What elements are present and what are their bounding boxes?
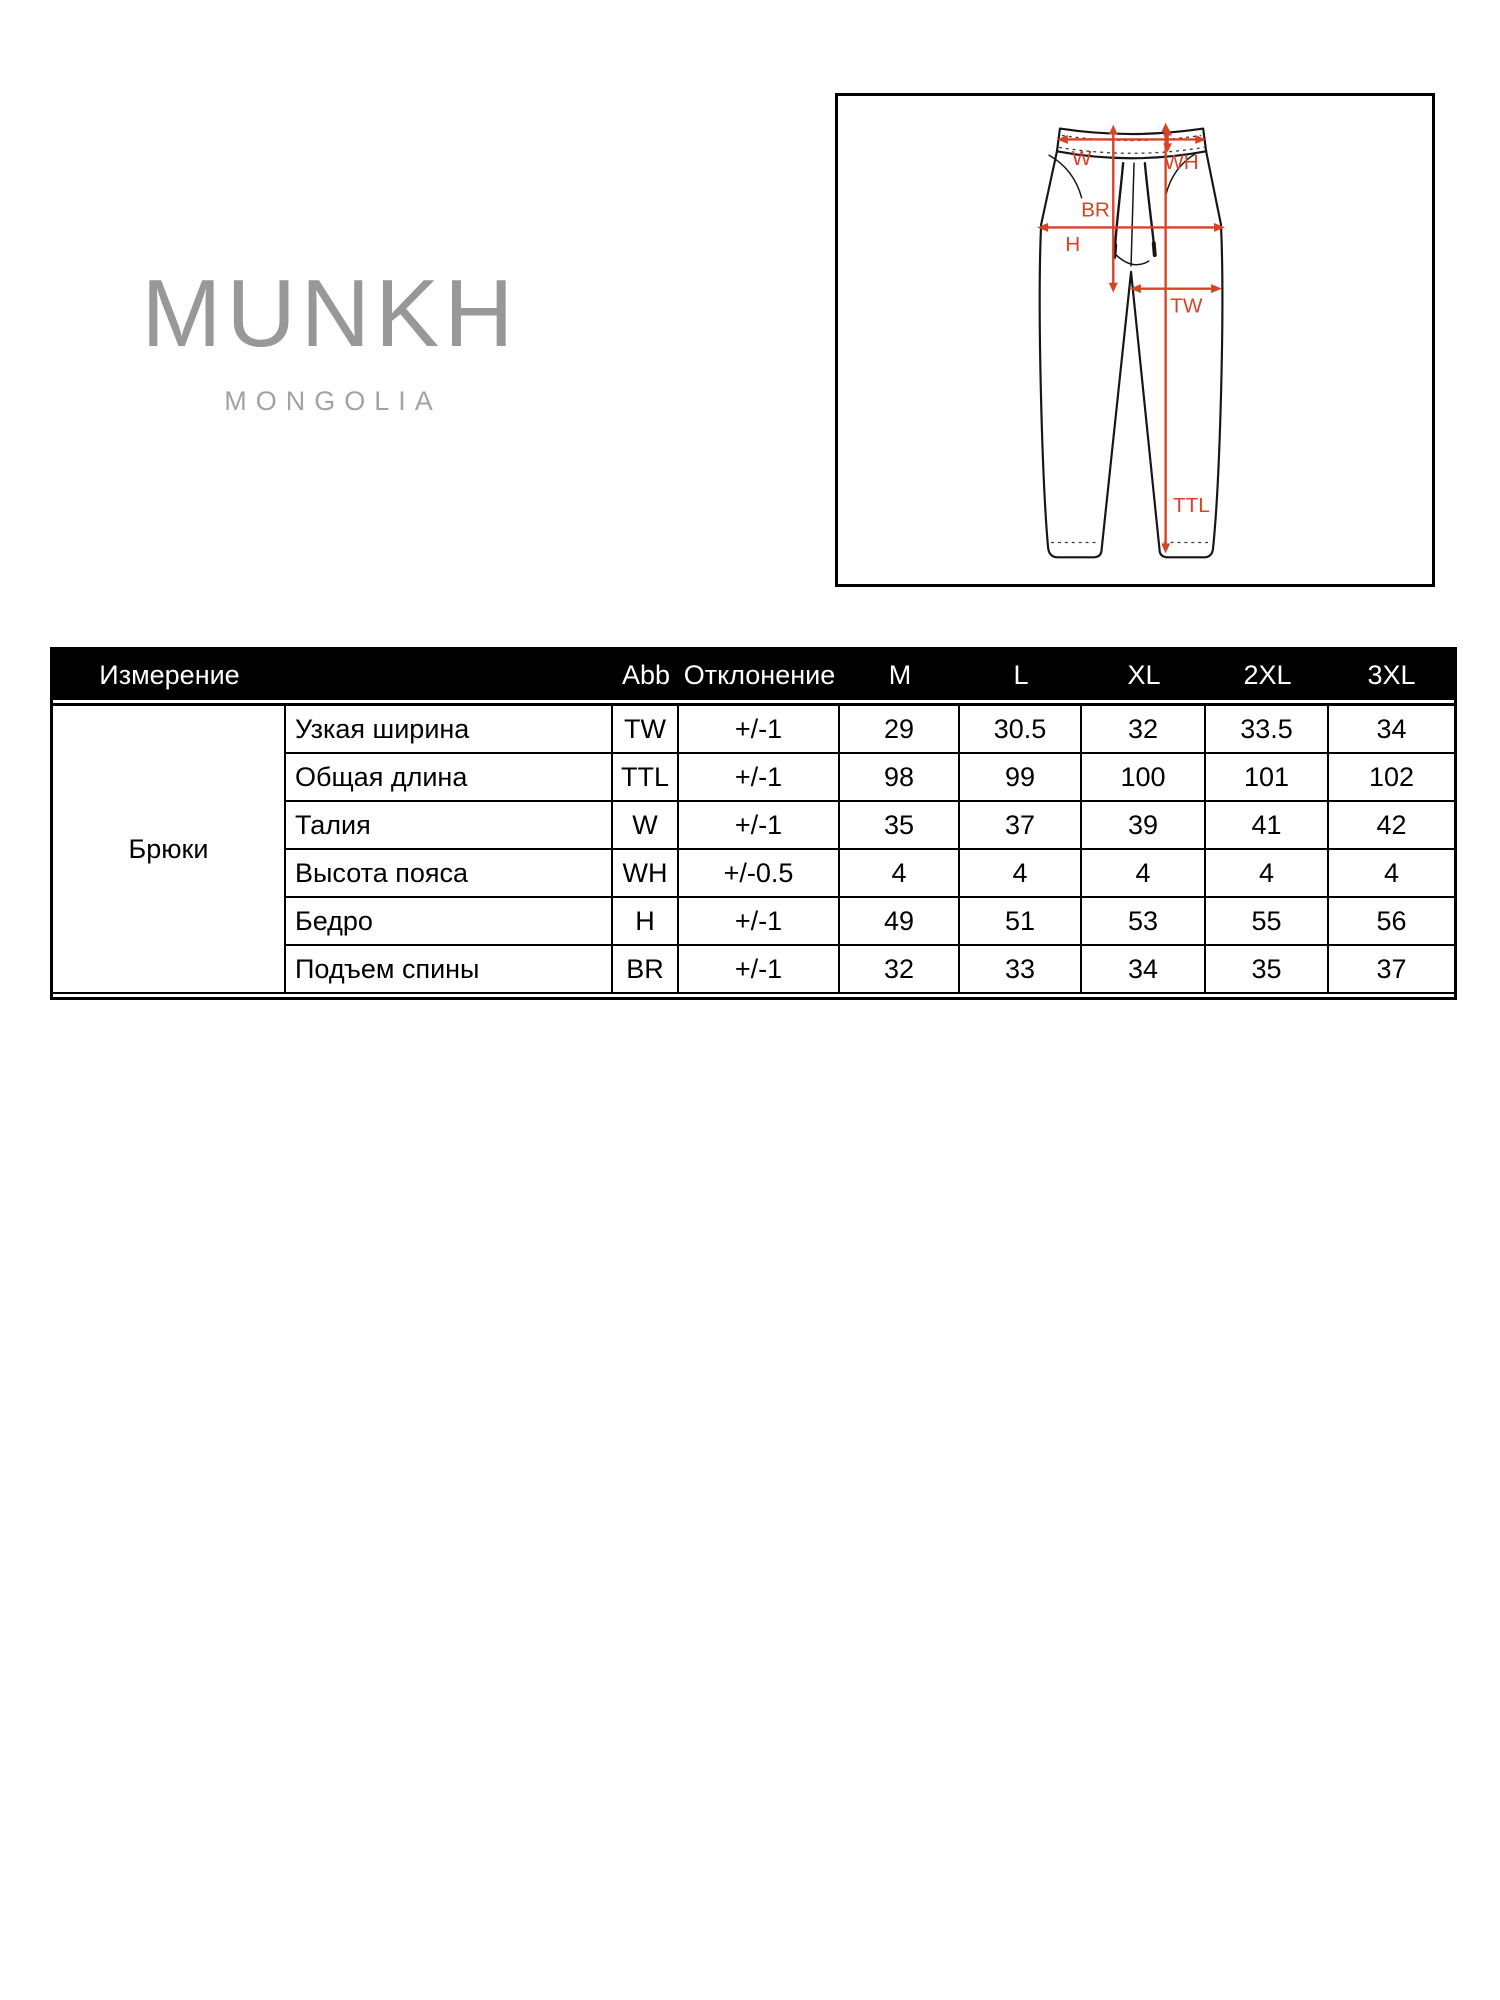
pants-diagram-svg (838, 96, 1432, 584)
drawstring-left (1115, 163, 1123, 245)
value-cell: 51 (960, 898, 1082, 946)
abb-cell: W (613, 802, 679, 850)
value-cell: 42 (1329, 802, 1454, 850)
measurement-name-cell: Талия (286, 802, 613, 850)
measurement-name-cell: Узкая ширина (286, 706, 613, 754)
value-cell: 101 (1206, 754, 1329, 802)
brand-country: MONGOLIA (224, 386, 442, 416)
drawstring-right-tip (1154, 243, 1155, 255)
measure-label-br: BR (1081, 198, 1110, 222)
header-abb: Abb (621, 659, 671, 690)
size-table-body (53, 703, 1454, 994)
deviation-cell: +/-1 (679, 754, 840, 802)
abb-cell: BR (613, 946, 679, 994)
category-cell: Брюки (53, 706, 286, 994)
measure-arrow-h (1037, 223, 1225, 232)
deviation-cell: +/-0.5 (679, 850, 840, 898)
brand-name: MUNKH (141, 260, 519, 367)
header-size-m: M (888, 659, 912, 690)
value-cell: 32 (840, 946, 960, 994)
value-cell: 55 (1206, 898, 1329, 946)
measurement-name-cell: Бедро (286, 898, 613, 946)
deviation-cell: +/-1 (679, 898, 840, 946)
value-cell: 37 (1329, 946, 1454, 994)
value-cell: 37 (960, 802, 1082, 850)
value-cell: 33.5 (1206, 706, 1329, 754)
measure-label-w: W (1071, 147, 1092, 171)
value-cell: 34 (1329, 706, 1454, 754)
drawstring-right (1145, 163, 1154, 243)
value-cell: 35 (1206, 946, 1329, 994)
value-cell: 39 (1082, 802, 1206, 850)
value-cell: 98 (840, 754, 960, 802)
measurement-name-cell: Высота пояса (286, 850, 613, 898)
header-size-l: L (1013, 659, 1029, 690)
value-cell: 30.5 (960, 706, 1082, 754)
abb-cell: TTL (613, 754, 679, 802)
measure-label-wh: WH (1164, 151, 1199, 175)
value-cell: 102 (1329, 754, 1454, 802)
abb-cell: TW (613, 706, 679, 754)
measurement-name-cell: Подъем спины (286, 946, 613, 994)
deviation-cell: +/-1 (679, 802, 840, 850)
size-table (50, 647, 1457, 1000)
abb-cell: H (613, 898, 679, 946)
value-cell: 53 (1082, 898, 1206, 946)
value-cell: 56 (1329, 898, 1454, 946)
measure-label-tw: TW (1170, 294, 1203, 318)
pants-measurement-diagram (835, 93, 1435, 587)
value-cell: 4 (840, 850, 960, 898)
measure-label-ttl: TTL (1172, 493, 1210, 517)
measure-arrow-w (1057, 135, 1206, 144)
value-cell: 33 (960, 946, 1082, 994)
measurement-name-cell: Общая длина (286, 754, 613, 802)
value-cell: 4 (1082, 850, 1206, 898)
abb-cell: WH (613, 850, 679, 898)
deviation-cell: +/-1 (679, 706, 840, 754)
measure-label-h: H (1065, 233, 1081, 257)
value-cell: 35 (840, 802, 960, 850)
value-cell: 100 (1082, 754, 1206, 802)
fly-seam (1131, 163, 1134, 266)
value-cell: 29 (840, 706, 960, 754)
value-cell: 4 (1206, 850, 1329, 898)
value-cell: 4 (960, 850, 1082, 898)
deviation-cell: +/-1 (679, 946, 840, 994)
header-spacer (286, 650, 613, 700)
value-cell: 34 (1082, 946, 1206, 994)
header-size-3xl: 3XL (1367, 659, 1416, 690)
crotch-seam (1116, 255, 1149, 265)
value-cell: 49 (840, 898, 960, 946)
header-size-xl: XL (1127, 659, 1161, 690)
brand-logo (140, 260, 520, 417)
size-table-header (53, 650, 1454, 700)
header-deviation: Отклонение (683, 659, 836, 690)
header-size-2xl: 2XL (1243, 659, 1292, 690)
value-cell: 4 (1329, 850, 1454, 898)
header-measurement: Измерение (99, 659, 240, 690)
measure-arrow-br (1109, 125, 1118, 293)
value-cell: 41 (1206, 802, 1329, 850)
measure-arrow-tw (1130, 284, 1222, 293)
value-cell: 99 (960, 754, 1082, 802)
value-cell: 32 (1082, 706, 1206, 754)
